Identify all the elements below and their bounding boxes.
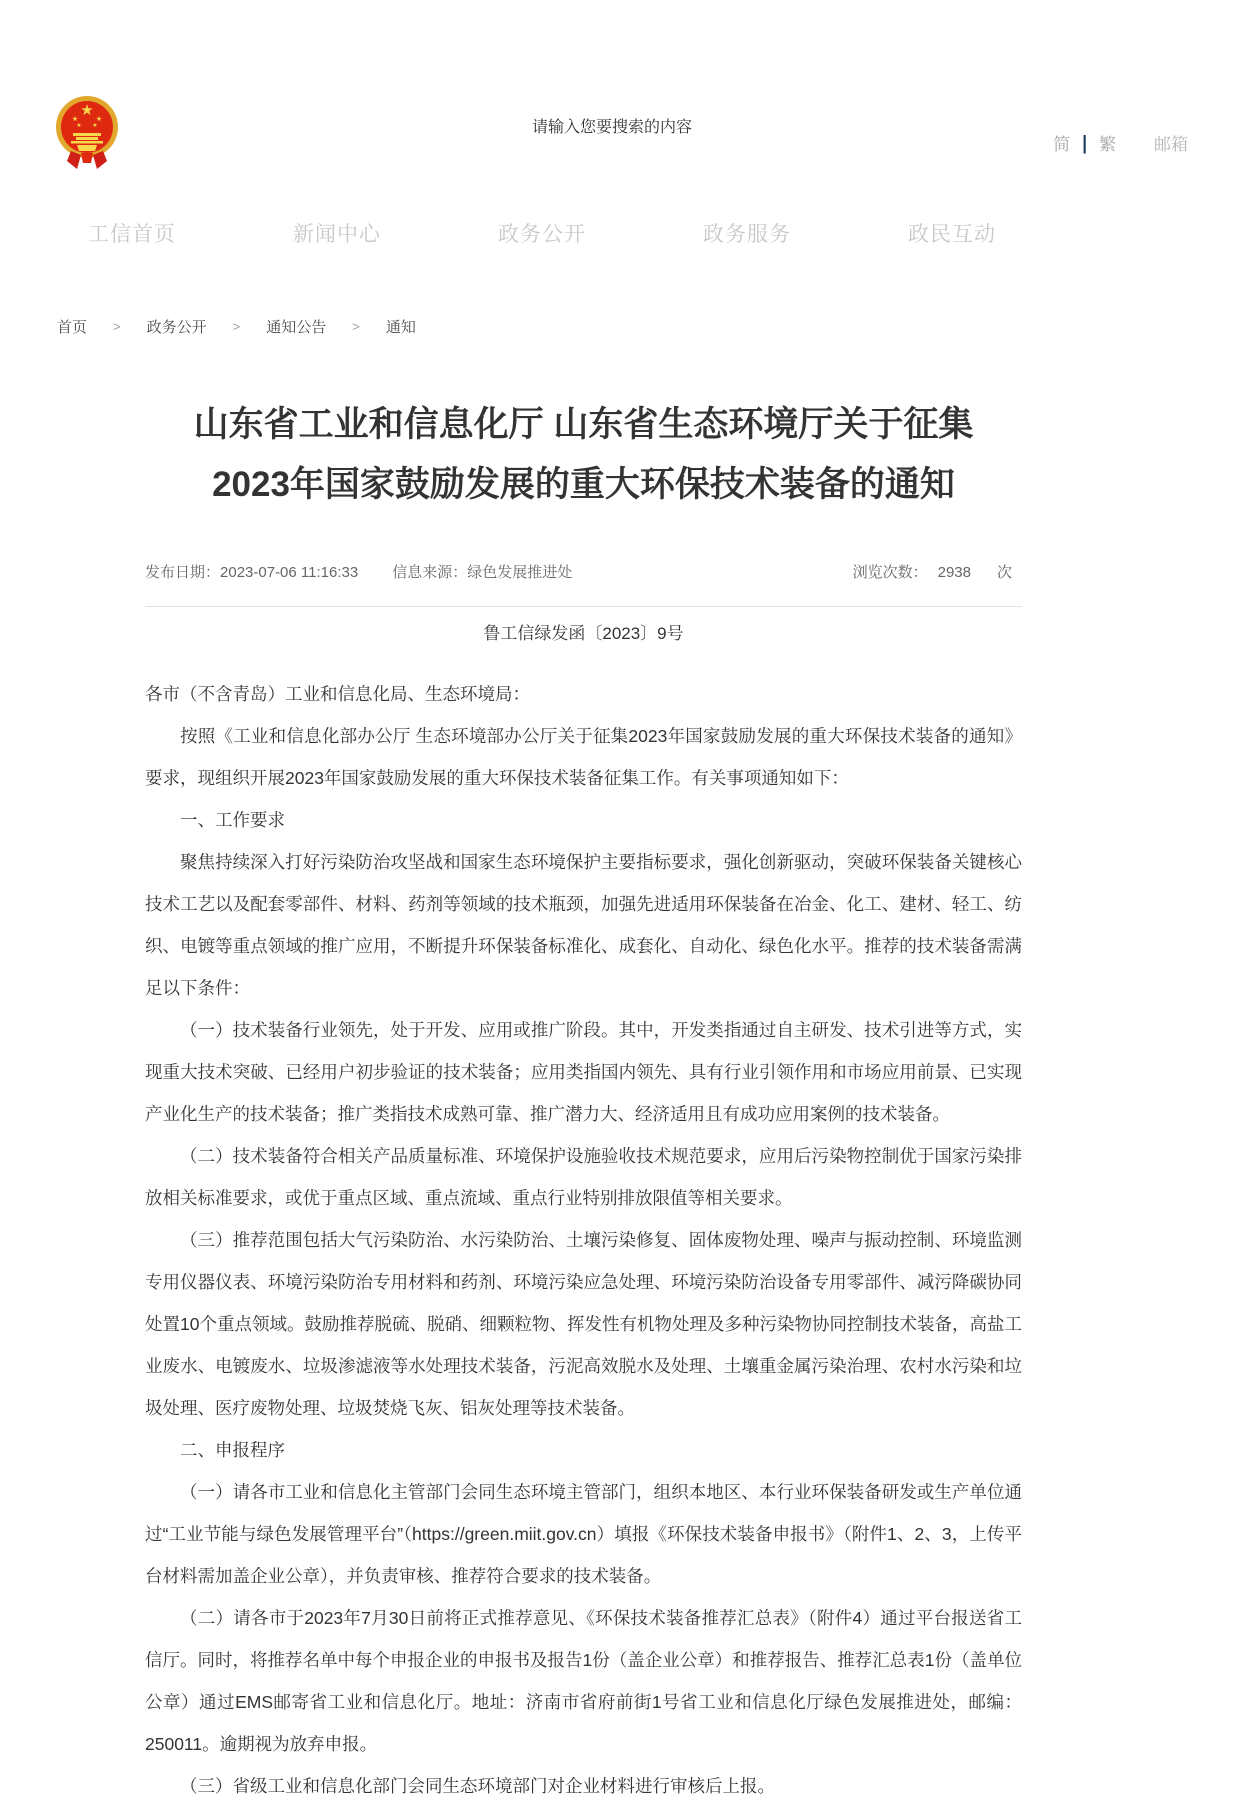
nav-item-2[interactable]: 新闻中心	[293, 223, 381, 246]
article-paragraph: （二）请各市于2023年7月30日前将正式推荐意见、《环保技术装备推荐汇总表》（附件4）通过平台报送省工信厅。同时，将推荐名单中每个申报企业的申报书及报告1份（盖企业公章）和推荐报告、推荐汇总表1份（盖单位公章）通过EMS邮寄省工业和信息化厅。地址：济南市省府前街1号省工业和信息化厅绿色发展推进处，邮编：250011。逾期视为放弃申报。	[145, 1608, 1022, 1754]
lang-simplified-link[interactable]: 简	[1053, 135, 1071, 154]
source-value: 绿色发展推进处	[467, 564, 573, 581]
nav-item-3[interactable]: 政务公开	[498, 223, 586, 246]
svg-text:★: ★	[80, 102, 94, 119]
main-nav	[88, 218, 996, 248]
article-content	[145, 395, 1022, 1807]
page-title-line-2: 2023年国家鼓励发展的重大环保技术装备的通知	[212, 465, 955, 504]
article-paragraph: 一、工作要求	[180, 810, 285, 830]
page-title-line-1: 山东省工业和信息化厅 山东省生态环境厅关于征集	[193, 405, 974, 444]
publish-date-value: 2023-07-06 11:16:33	[220, 564, 359, 581]
breadcrumb-separator: >	[352, 319, 360, 334]
breadcrumb-item[interactable]: 通知公告	[266, 319, 327, 336]
article-paragraph: 二、申报程序	[180, 1440, 285, 1460]
svg-text:★: ★	[95, 116, 103, 123]
article-paragraph: （二）技术装备符合相关产品质量标准、环境保护设施验收技术规范要求，应用后污染物控制优于国家污染排放相关标准要求，或优于重点区域、重点流域、重点行业特别排放限值等相关要求。	[145, 1146, 1022, 1208]
source-label: 信息来源：	[392, 564, 468, 581]
breadcrumb-separator: >	[232, 319, 241, 334]
nav-item-1[interactable]: 工信首页	[88, 223, 176, 246]
article-paragraph: （三）推荐范围包括大气污染防治、水污染防治、土壤污染修复、固体废物处理、噪声与振动控制、环境监测专用仪器仪表、环境污染防治专用材料和药剂、环境污染应急处理、环境污染防治设备专用零部件、减污降碳协同处置10个重点领域。鼓励推荐脱硫、脱硝、细颗粒物、挥发性有机物处理及多种污染物协同控制技术装备，高盐工业废水、电镀废水、垃圾渗滤液等水处理技术装备，污泥高效脱水及处理、土壤重金属污染治理、农村水污染和垃圾处理、医疗废物处理、垃圾焚烧飞灰、铝灰处理等技术装备。	[145, 1230, 1022, 1418]
article-paragraph: （一）技术装备行业领先，处于开发、应用或推广阶段。其中，开发类指通过自主研发、技术引进等方式，实现重大技术突破、已经用户初步验证的技术装备；应用类指国内领先、具有行业引领作用和市场应用前景、已实现产业化生产的技术装备；推广类指技术成熟可靠、推广潜力大、经济适用且有成功应用案例的技术装备。	[145, 1020, 1022, 1124]
page-title	[145, 395, 1022, 515]
national-emblem-icon	[55, 93, 119, 173]
article-paragraph: （三）省级工业和信息化部门会同生态环境部门对企业材料进行审核后上报。	[180, 1776, 775, 1796]
article-paragraph: 按照《工业和信息化部办公厅 生态环境部办公厅关于征集2023年国家鼓励发展的重大环保技术装备的通知》要求，现组织开展2023年国家鼓励发展的重大环保技术装备征集工作。有关事项通知如下：	[145, 726, 1022, 788]
breadcrumb-item[interactable]: 政务公开	[146, 319, 207, 336]
lang-divider: |	[1082, 131, 1087, 153]
article-paragraph: （一）请各市工业和信息化主管部门会同生态环境主管部门，组织本地区、本行业环保装备研发或生产单位通过“工业节能与绿色发展管理平台”（https://green.miit.gov.cn）填报《环保技术装备申报书》（附件1、2、3，上传平台材料需加盖企业公章），并负责审核、推荐符合要求的技术装备。	[145, 1482, 1022, 1586]
breadcrumb-separator: >	[113, 319, 121, 334]
article-paragraph: 聚焦持续深入打好污染防治攻坚战和国家生态环境保护主要指标要求，强化创新驱动，突破环保装备关键核心技术工艺以及配套零部件、材料、药剂等领域的技术瓶颈，加强先进适用环保装备在冶金、化工、建材、轻工、纺织、电镀等重点领域的推广应用，不断提升环保装备标准化、成套化、自动化、绿色化水平。推荐的技术装备需满足以下条件：	[145, 852, 1022, 998]
national-emblem-logo	[55, 93, 119, 173]
breadcrumb-item[interactable]: 通知	[385, 319, 416, 336]
article-meta	[145, 561, 1022, 582]
header-utility-links	[1053, 130, 1188, 155]
article-body	[145, 673, 1022, 1807]
svg-text:★: ★	[92, 123, 98, 129]
views-label: 浏览次数：	[852, 564, 928, 581]
publish-date-label: 发布日期：	[145, 564, 221, 581]
svg-text:★: ★	[71, 116, 79, 123]
meta-divider	[145, 606, 1022, 607]
breadcrumb	[57, 316, 416, 337]
search-bar	[532, 110, 862, 146]
breadcrumb-item[interactable]: 首页	[57, 319, 88, 336]
nav-item-4[interactable]: 政务服务	[703, 223, 791, 246]
doc-number: 鲁工信绿发函〔2023〕9号	[483, 624, 684, 643]
svg-text:★: ★	[76, 123, 82, 129]
lang-traditional-link[interactable]: 繁	[1099, 135, 1116, 154]
article-meta-left	[145, 561, 572, 582]
views-count: 2938	[937, 564, 971, 581]
search-input[interactable]	[532, 110, 862, 146]
nav-item-5[interactable]: 政民互动	[908, 223, 996, 246]
article-paragraph: 各市（不含青岛）工业和信息化局、生态环境局：	[145, 684, 530, 704]
mailbox-link[interactable]: 邮箱	[1154, 135, 1188, 154]
article-meta-right	[853, 561, 1012, 582]
views-unit: 次	[996, 564, 1012, 581]
